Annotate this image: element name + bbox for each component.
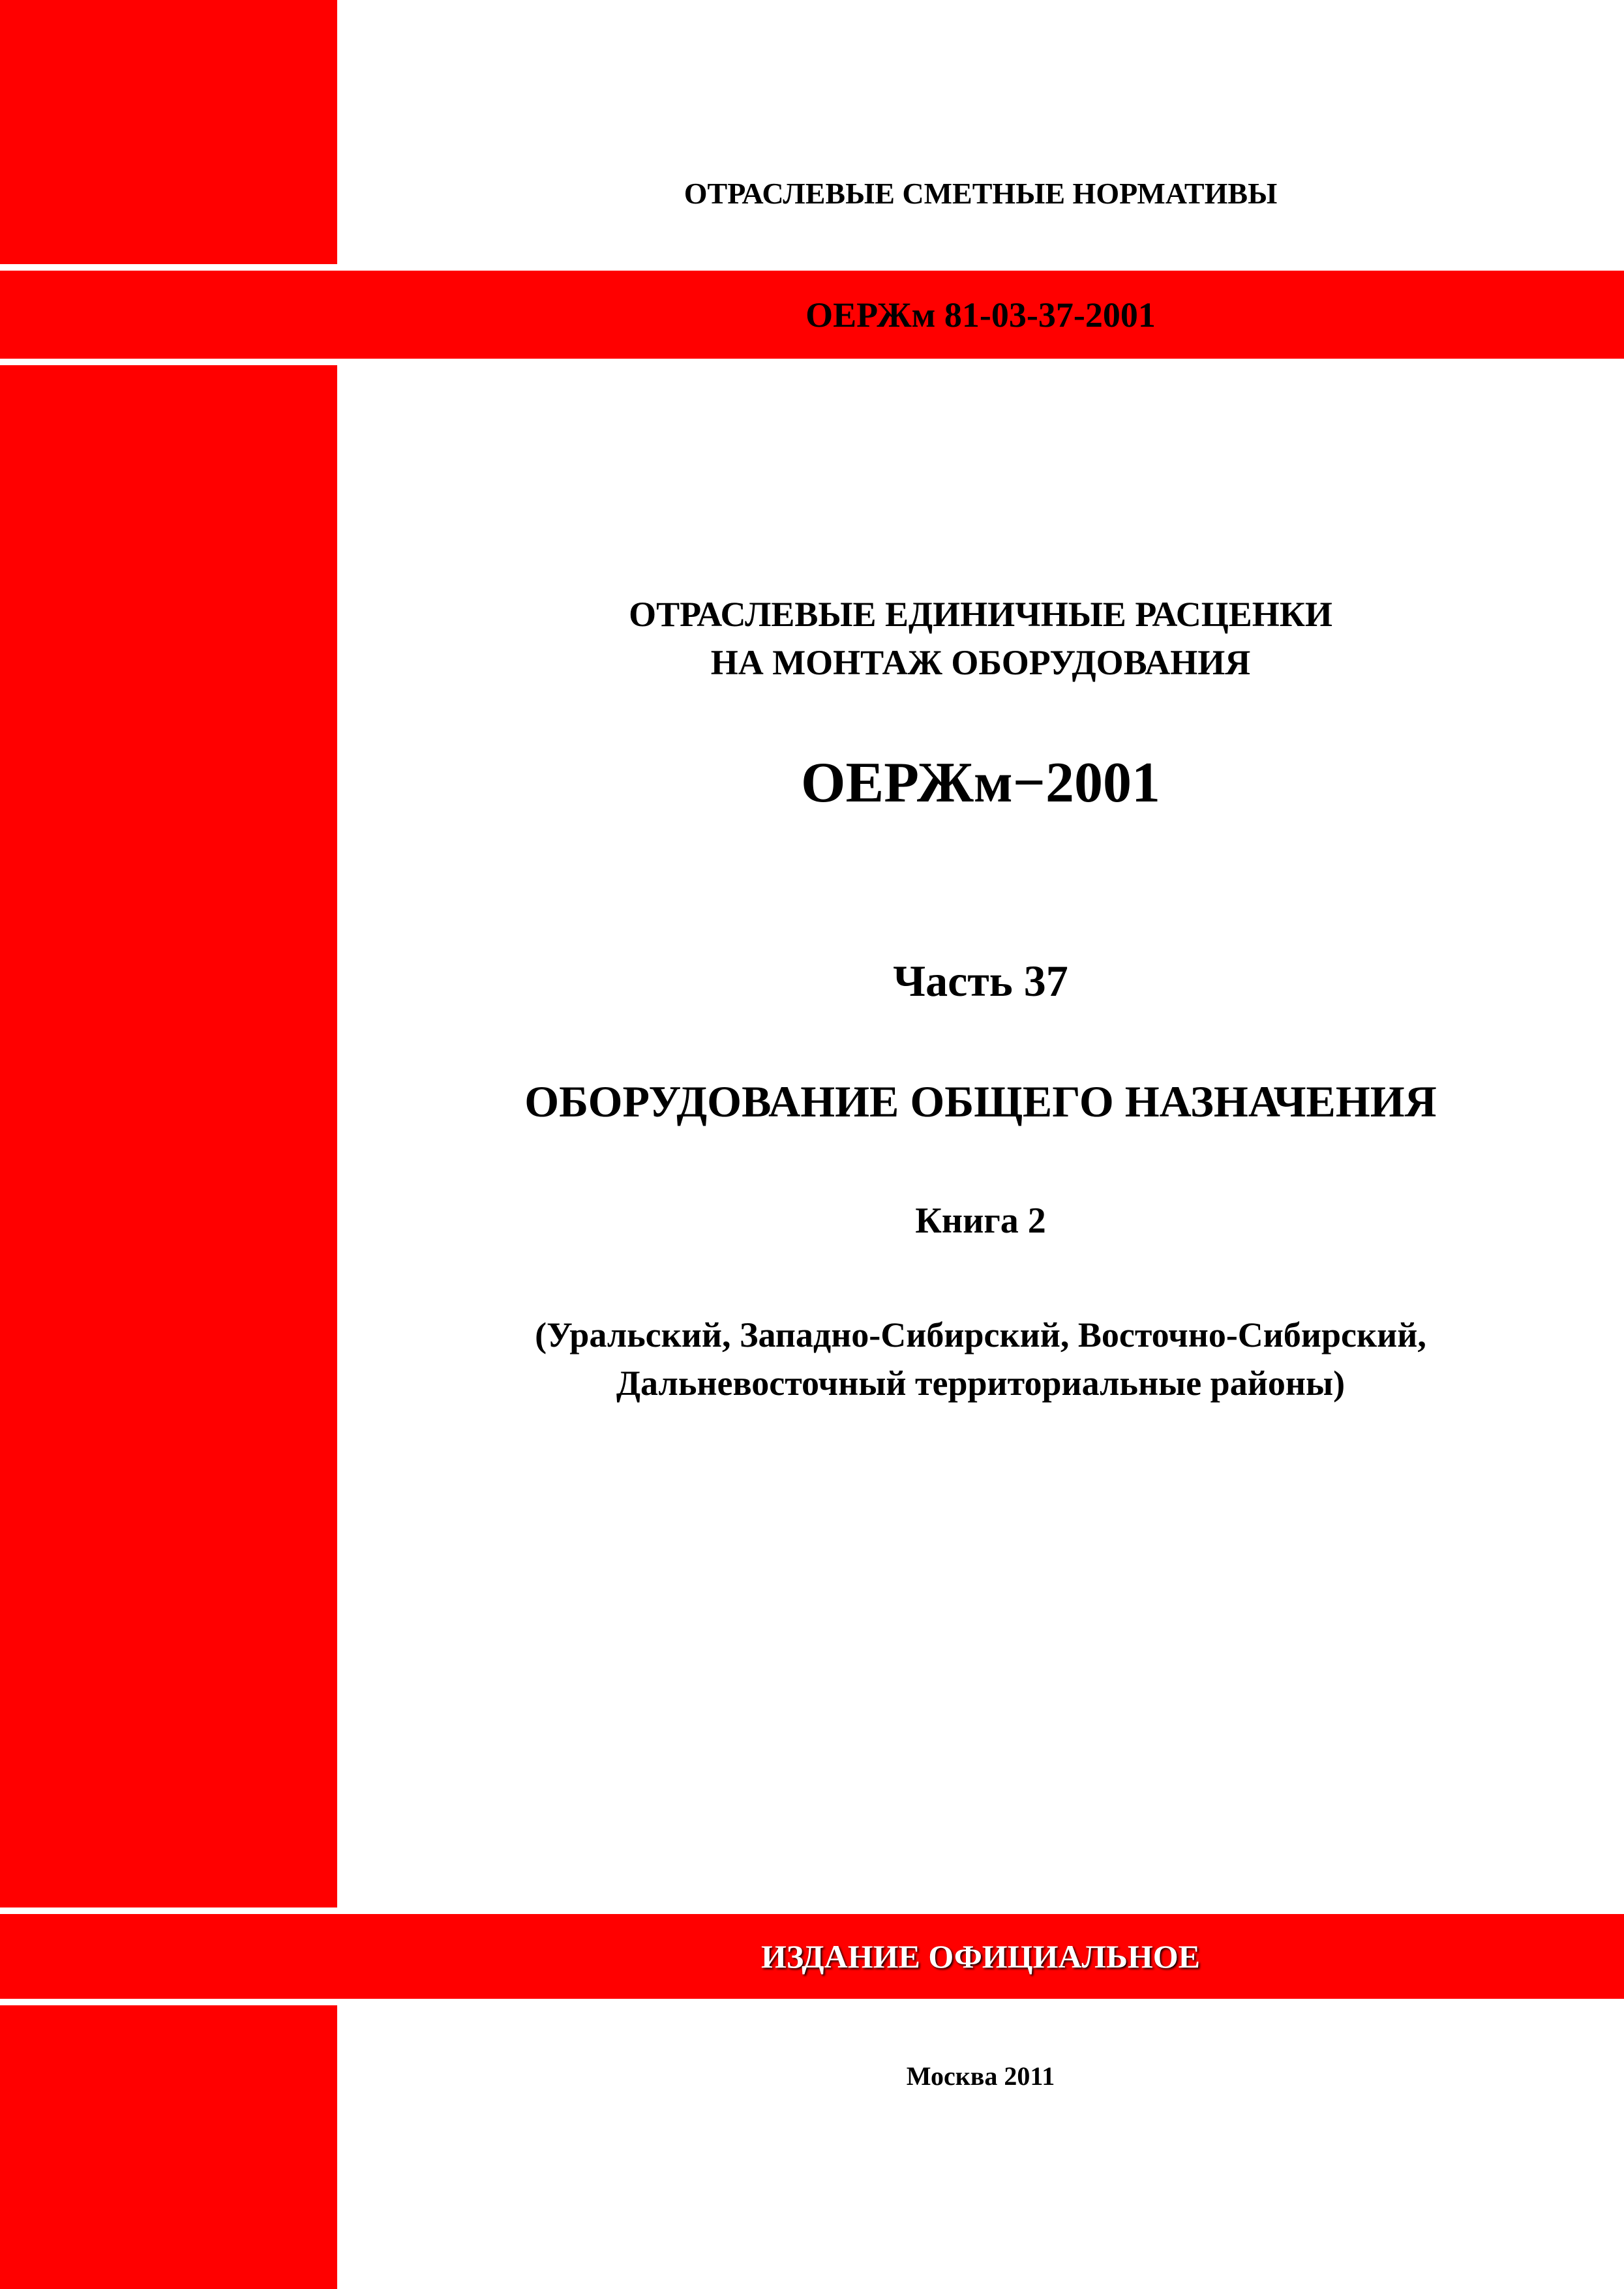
section-title bbox=[337, 1076, 1624, 1128]
short-title-text: ОЕРЖм−2001 bbox=[801, 751, 1160, 815]
top-red-band bbox=[0, 264, 1624, 365]
main-title-line-2: НА МОНТАЖ ОБОРУДОВАНИЯ bbox=[710, 643, 1251, 682]
document-code-text: ОЕРЖм 81-03-37-2001 bbox=[805, 295, 1156, 335]
section-title-text: ОБОРУДОВАНИЕ ОБЩЕГО НАЗНАЧЕНИЯ bbox=[524, 1077, 1437, 1126]
regions-line-1: (Уральский, Западно-Сибирский, Восточно-Сибирский, bbox=[535, 1315, 1426, 1354]
series-title-text: ОТРАСЛЕВЫЕ СМЕТНЫЕ НОРМАТИВЫ bbox=[684, 177, 1278, 210]
main-title-line-1: ОТРАСЛЕВЫЕ ЕДИНИЧНЫЕ РАСЦЕНКИ bbox=[629, 595, 1332, 634]
regions-line-2: Дальневосточный территориальные районы) bbox=[616, 1364, 1346, 1403]
edition-label bbox=[337, 1914, 1624, 1999]
regions-note bbox=[337, 1311, 1624, 1407]
book-number bbox=[337, 1200, 1624, 1242]
part-number bbox=[337, 955, 1624, 1007]
bottom-red-band bbox=[0, 1908, 1624, 2005]
edition-label-text: ИЗДАНИЕ ОФИЦИАЛЬНОЕ bbox=[760, 1938, 1201, 1975]
book-number-text: Книга 2 bbox=[915, 1201, 1046, 1241]
short-title bbox=[337, 750, 1624, 816]
document-code bbox=[337, 271, 1624, 359]
series-title bbox=[337, 176, 1624, 211]
part-number-text: Часть 37 bbox=[893, 956, 1068, 1006]
place-year bbox=[337, 2061, 1624, 2091]
place-year-text: Москва 2011 bbox=[906, 2061, 1055, 2091]
main-title bbox=[337, 590, 1624, 687]
